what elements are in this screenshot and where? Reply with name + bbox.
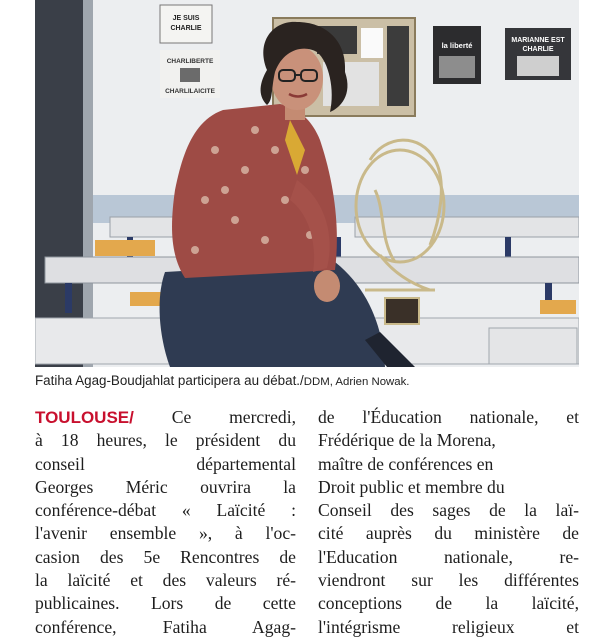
article-line: casion des 5e Rencontres de (35, 546, 296, 567)
window-frame (35, 0, 83, 367)
poster-text: CHARLIE (522, 46, 554, 53)
poster-text: MARIANNE EST (511, 37, 565, 44)
woman-skirt (160, 262, 385, 367)
article-photo (35, 0, 579, 367)
article-column-left (35, 406, 296, 639)
poster-text: JE SUIS (172, 15, 200, 22)
woman-hand (314, 270, 340, 302)
article-line: publicaines. Lors de cette (35, 593, 296, 614)
article-line: Droit public et membre du (318, 476, 505, 497)
article-line: conférence, Fatiha Agag- (35, 616, 296, 637)
trophy-plaque (385, 298, 419, 324)
article-line: à 18 heures, le président du (35, 430, 296, 451)
article-line: Conseil des sages de la laï- (318, 500, 579, 521)
poster-text: la liberté (441, 41, 473, 50)
article-column-right (318, 406, 579, 639)
article-line: Frédérique de la Morena, (318, 430, 496, 451)
article-line: conceptions de la laïcité, (318, 593, 579, 614)
poster-text: CHARLIE (170, 25, 202, 32)
caption-text: Fatiha Agag-Boudjahlat participera au débat./ (35, 373, 304, 388)
dateline: TOULOUSE/ (35, 408, 134, 427)
article-line: TOULOUSE/ Ce mercredi, (35, 407, 296, 427)
article-line: maître de conférences en (318, 453, 494, 474)
classroom-photo (35, 0, 579, 367)
photo-credit: DDM, Adrien Nowak. (303, 376, 410, 388)
article-line: la laïcité et des valeurs ré- (35, 570, 296, 591)
article-line: Georges Méric ouvrira la (35, 476, 296, 497)
article-line: viendront sur les différentes (318, 570, 579, 591)
article-line: de l'Éducation nationale, et (318, 407, 579, 427)
article-line: l'avenir ensemble », à l'oc- (35, 523, 296, 544)
chair (95, 240, 155, 256)
poster-je-suis-charlie (160, 5, 212, 43)
photo-caption (35, 371, 579, 391)
article-line: conférence-débat « Laïcité : (35, 500, 296, 521)
article-line: l'intégrisme religieux et (318, 616, 579, 637)
poster-text: CHARLILAICITE (165, 88, 215, 95)
poster-text: CHARLIBERTE (166, 58, 214, 65)
article-line: cité auprès du ministère de (318, 523, 579, 544)
article-line: conseil départemental (35, 453, 296, 474)
article-line: l'Education nationale, re- (318, 546, 579, 567)
